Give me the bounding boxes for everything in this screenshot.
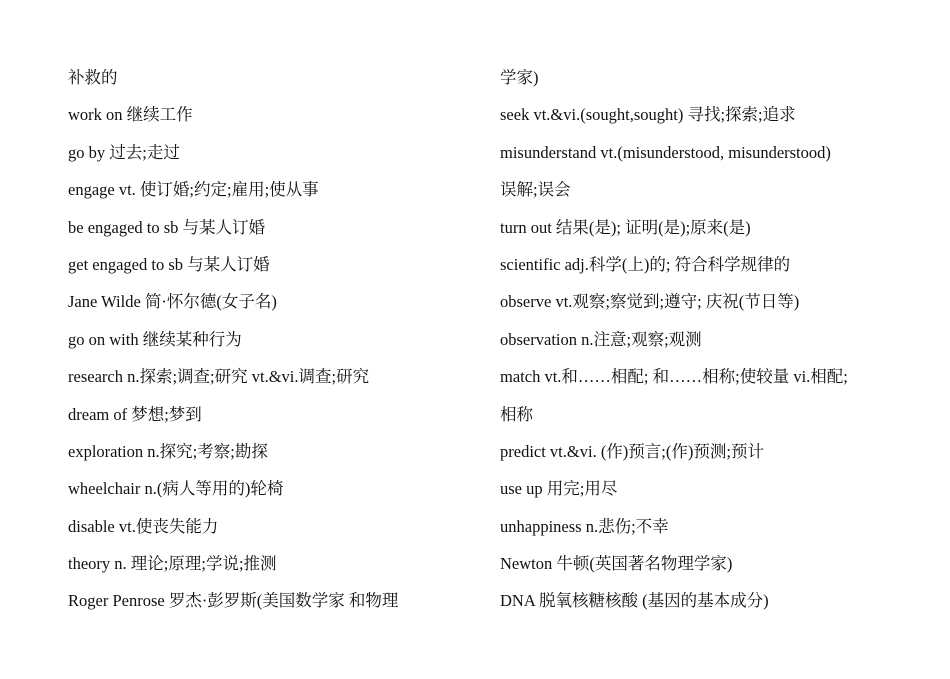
- vocab-entry: be engaged to sb 与某人订婚: [68, 217, 266, 237]
- vocab-entry: exploration n.探究;考察;勘探: [68, 441, 268, 461]
- vocab-entry: get engaged to sb 与某人订婚: [68, 254, 270, 274]
- vocab-entry: Newton 牛顿(英国著名物理学家): [500, 554, 733, 574]
- vocab-entry: research n.探索;调查;研究 vt.&vi.调查;研究: [68, 367, 370, 387]
- vocab-entry: observation n.注意;观察;观测: [500, 329, 702, 349]
- vocab-entry: engage vt. 使订婚;约定;雇用;使从事: [68, 180, 319, 200]
- vocab-entry: go on with 继续某种行为: [68, 329, 242, 349]
- vocab-entry: use up 用完;用尽: [500, 479, 618, 499]
- vocab-entry: Roger Penrose 罗杰·彭罗斯(美国数学家 和物理: [68, 591, 399, 611]
- left-column: [68, 59, 468, 620]
- vocab-entry: 相称: [500, 404, 533, 424]
- vocab-entry: misunderstand vt.(misunderstood, misunderstood): [500, 142, 831, 162]
- vocab-entry: 误解;误会: [500, 180, 571, 200]
- vocab-entry: DNA 脱氧核糖核酸 (基因的基本成分): [500, 591, 769, 611]
- vocab-entry: disable vt.使丧失能力: [68, 516, 219, 536]
- vocab-entry: match vt.和……相配; 和……相称;使较量 vi.相配;: [500, 367, 848, 387]
- vocab-entry: predict vt.&vi. (作)预言;(作)预测;预计: [500, 441, 764, 461]
- vocab-entry: 补救的: [68, 68, 118, 87]
- vocab-entry: unhappiness n.悲伤;不幸: [500, 516, 669, 536]
- right-column: [500, 59, 900, 620]
- vocab-entry: go by 过去;走过: [68, 142, 180, 162]
- vocab-entry: 学家): [500, 68, 539, 87]
- vocab-entry: turn out 结果(是); 证明(是);原来(是): [500, 217, 751, 237]
- vocab-entry: seek vt.&vi.(sought,sought) 寻找;探索;追求: [500, 105, 796, 125]
- vocab-entry: work on 继续工作: [68, 105, 193, 125]
- vocab-entry: observe vt.观察;察觉到;遵守; 庆祝(节日等): [500, 292, 800, 312]
- vocab-entry: dream of 梦想;梦到: [68, 404, 202, 424]
- vocab-entry: wheelchair n.(病人等用的)轮椅: [68, 479, 284, 499]
- vocab-entry: Jane Wilde 简·怀尔德(女子名): [68, 292, 277, 312]
- vocab-entry: scientific adj.科学(上)的; 符合科学规律的: [500, 254, 791, 274]
- vocab-entry: theory n. 理论;原理;学说;推测: [68, 554, 277, 574]
